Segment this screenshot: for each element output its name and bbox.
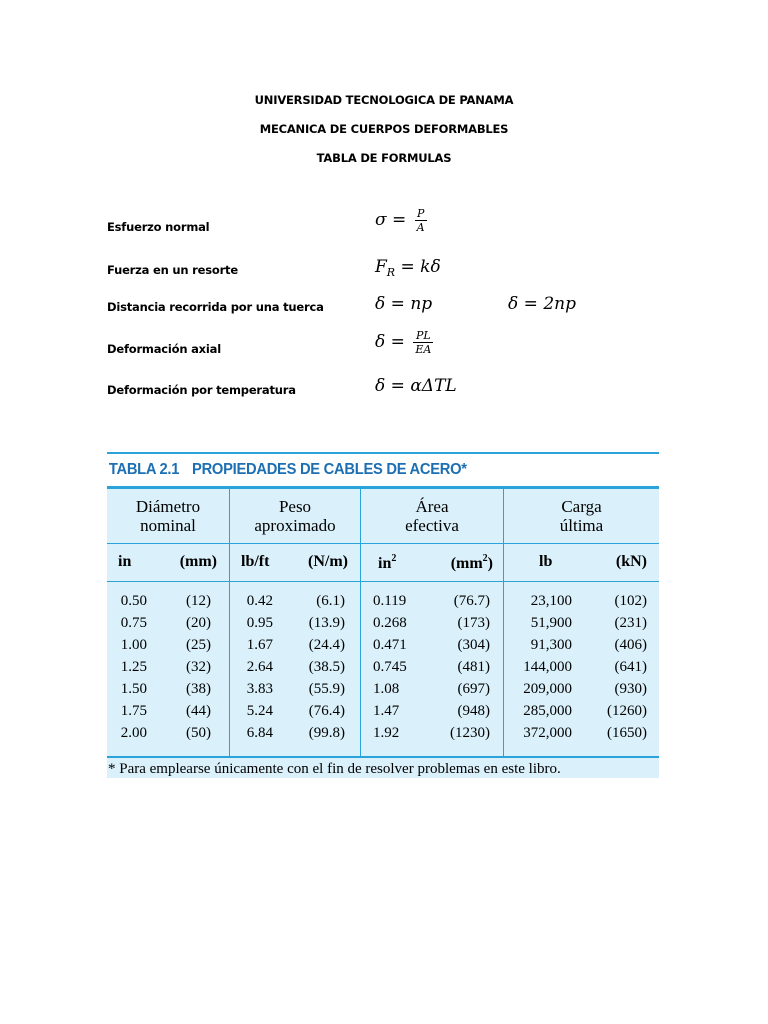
cell-weight-lbft: 5.24 (246, 703, 273, 719)
body-diameter (107, 582, 229, 756)
cell-weight-lbft: 6.84 (246, 725, 273, 741)
cell-diameter-mm: (20) (186, 615, 211, 631)
formula-label-spring-force: Fuerza en un resorte (107, 263, 238, 277)
cell-area-in2: 0.745 (373, 659, 407, 675)
body-load (503, 582, 659, 756)
cell-diameter-mm: (38) (186, 681, 211, 697)
cell-diameter-mm: (44) (186, 703, 211, 719)
header-load: Carga última (503, 489, 659, 543)
cell-diameter-mm: (50) (186, 725, 211, 741)
formula-axial-deformation: δ = $\frac{PL}{EA}$ (375, 329, 432, 356)
header-diameter: Diámetro nominal (135, 497, 201, 535)
body-area (360, 582, 503, 756)
cell-load-lb: 209,000 (523, 681, 572, 697)
cell-area-mm2: (697) (457, 681, 490, 697)
cell-load-kn: (1650) (607, 725, 647, 741)
cell-area-mm2: (173) (457, 615, 490, 631)
formula-spring-force: $F_R = k\delta$ (375, 257, 441, 279)
cell-load-lb: 144,000 (523, 659, 572, 675)
university-title: UNIVERSIDAD TECNOLOGICA DE PANAMA (254, 93, 514, 107)
cell-diameter-in: 1.00 (120, 637, 147, 653)
cell-load-lb: 23,100 (530, 593, 572, 609)
cell-load-kn: (1260) (607, 703, 647, 719)
cell-area-in2: 1.08 (373, 681, 400, 697)
cell-load-lb: 91,300 (530, 637, 572, 653)
cell-weight-nm: (24.4) (308, 637, 345, 653)
units-load: lb (kN) (503, 544, 659, 581)
cell-area-in2: 0.471 (373, 637, 407, 653)
cell-weight-lbft: 0.95 (246, 615, 273, 631)
body-weight (229, 582, 360, 756)
units-weight: lb/ft (N/m) (229, 544, 360, 581)
table-caption: PROPIEDADES DE CABLES DE ACERO* (192, 461, 467, 478)
cell-area-mm2: (948) (457, 703, 490, 719)
formula-nut-distance-double: δ = 2np (508, 294, 576, 314)
course-title: MECANICA DE CUERPOS DEFORMABLES (259, 122, 509, 136)
cell-diameter-in: 0.75 (120, 615, 147, 631)
steel-cable-table (107, 452, 659, 778)
table-body (107, 582, 659, 756)
formula-normal-stress: σ = $\frac{P}{A}$ (375, 207, 425, 234)
cell-area-in2: 1.47 (373, 703, 400, 719)
document-title: TABLA DE FORMULAS (316, 151, 452, 165)
cell-diameter-in: 1.75 (120, 703, 147, 719)
cell-area-in2: 1.92 (373, 725, 400, 741)
cell-weight-nm: (38.5) (308, 659, 345, 675)
cell-load-lb: 51,900 (530, 615, 572, 631)
table-footnote: * Para emplearse únicamente con el fin de resolver problemas en este libro. (107, 758, 659, 778)
table-number: TABLA 2.1 (108, 461, 180, 478)
units-diameter: in (mm) (118, 553, 217, 570)
cell-load-kn: (102) (614, 593, 647, 609)
cell-weight-nm: (6.1) (316, 593, 345, 609)
cell-load-kn: (406) (614, 637, 647, 653)
cell-diameter-in: 1.25 (120, 659, 147, 675)
cell-weight-lbft: 2.64 (246, 659, 273, 675)
cell-area-mm2: (76.7) (453, 593, 490, 609)
cell-load-kn: (641) (614, 659, 647, 675)
cell-area-in2: 0.119 (373, 593, 407, 609)
cell-diameter-in: 1.50 (120, 681, 147, 697)
cell-weight-nm: (99.8) (308, 725, 345, 741)
cell-diameter-in: 2.00 (120, 725, 147, 741)
cell-load-lb: 285,000 (523, 703, 572, 719)
cell-diameter-mm: (25) (186, 637, 211, 653)
formula-label-normal-stress: Esfuerzo normal (107, 220, 210, 234)
formula-nut-distance: δ = np (375, 294, 433, 314)
cell-diameter-mm: (12) (186, 593, 211, 609)
cell-weight-lbft: 3.83 (246, 681, 273, 697)
cell-load-lb: 372,000 (523, 725, 572, 741)
cell-load-kn: (231) (614, 615, 647, 631)
cell-weight-nm: (55.9) (308, 681, 345, 697)
cell-weight-nm: (76.4) (308, 703, 345, 719)
cell-diameter-in: 0.50 (120, 593, 147, 609)
formula-thermal-deformation: δ = αΔTL (375, 376, 457, 396)
formula-label-thermal-deformation: Deformación por temperatura (107, 383, 296, 397)
cell-area-mm2: (1230) (450, 725, 490, 741)
cell-weight-nm: (13.9) (308, 615, 345, 631)
cell-weight-lbft: 0.42 (246, 593, 273, 609)
formula-label-axial-deformation: Deformación axial (107, 342, 221, 356)
cell-area-mm2: (481) (457, 659, 490, 675)
cell-area-in2: 0.268 (373, 615, 407, 631)
cell-load-kn: (930) (614, 681, 647, 697)
cell-area-mm2: (304) (457, 637, 490, 653)
table-title (107, 454, 615, 486)
header-area: Área efectiva (360, 489, 503, 543)
cell-weight-lbft: 1.67 (246, 637, 273, 653)
table-header (107, 486, 659, 582)
units-area: $in^2$ $(mm^2)$ (360, 544, 503, 581)
header-weight: Peso aproximado (229, 489, 360, 543)
cell-diameter-mm: (32) (186, 659, 211, 675)
formula-label-nut-distance: Distancia recorrida por una tuerca (107, 300, 324, 314)
